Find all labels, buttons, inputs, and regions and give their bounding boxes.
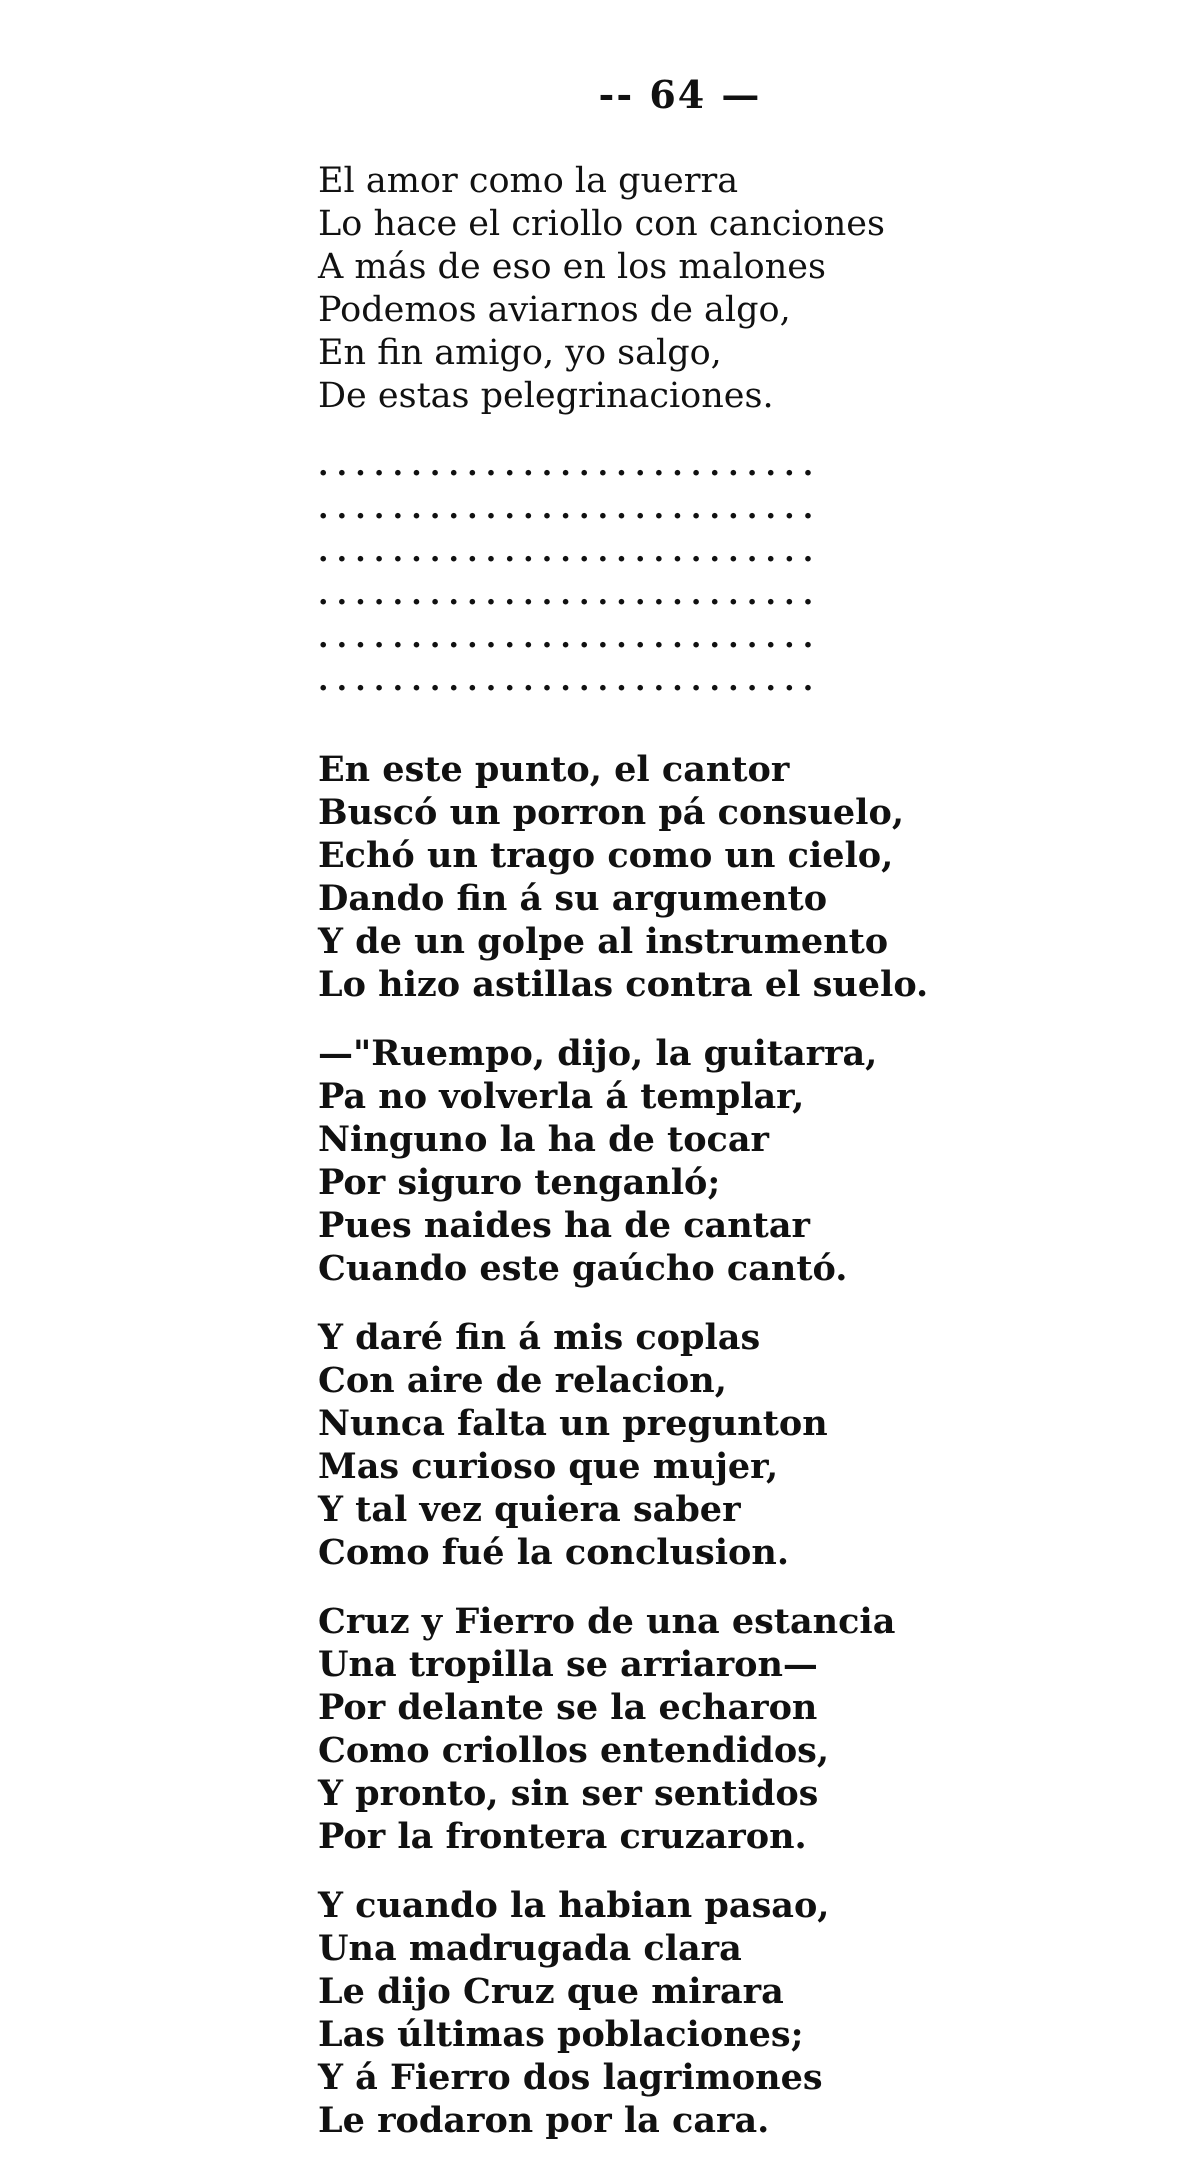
ellipsis-row: ........................... — [318, 534, 822, 569]
verse-line: Y cuando la habian pasao, — [318, 1885, 830, 1926]
verse-line: Una madrugada clara — [318, 1928, 742, 1969]
ellipsis-row: ........................... — [318, 577, 822, 612]
verse-line: Cruz y Fierro de una estancia — [318, 1601, 896, 1642]
verse-line: Le rodaron por la cara. — [318, 2100, 770, 2141]
verse-line: Con aire de relacion, — [318, 1360, 727, 1401]
verse-line: Echó un trago como un cielo, — [318, 835, 894, 876]
verse-line: Como fué la conclusion. — [318, 1532, 790, 1573]
verse-line: En este punto, el cantor — [318, 749, 790, 790]
verse-line: Por delante se la echaron — [318, 1687, 818, 1728]
ellipsis-row: ........................... — [318, 448, 822, 483]
verse-line: Como criollos entendidos, — [318, 1730, 830, 1771]
verse-line: Y á Fierro dos lagrimones — [318, 2057, 823, 2098]
ellipsis-row: ........................... — [318, 663, 822, 698]
stanza-2 — [318, 748, 1078, 1006]
verse-line: Y pronto, sin ser sentidos — [318, 1773, 819, 1814]
stanza-4 — [318, 1316, 1078, 1574]
verse-line: Por siguro tenganló; — [318, 1162, 721, 1203]
verse-line: Mas curioso que mujer, — [318, 1446, 779, 1487]
ellipsis-row: ........................... — [318, 620, 822, 655]
verse-line: Y tal vez quiera saber — [318, 1489, 741, 1530]
stanza-1 — [318, 160, 1078, 418]
verse-line: —"Ruempo, dijo, la guitarra, — [318, 1033, 878, 1074]
verse-line: Las últimas poblaciones; — [318, 2014, 804, 2055]
verse-line: Buscó un porron pá consuelo, — [318, 792, 905, 833]
verse-line: Por la frontera cruzaron. — [318, 1816, 807, 1857]
verse-line: Y de un golpe al instrumento — [318, 921, 889, 962]
poem-text — [318, 160, 1078, 2168]
stanza-3 — [318, 1032, 1078, 1290]
verse-line: Lo hizo astillas contra el suelo. — [318, 964, 929, 1005]
stanza-6 — [318, 1884, 1078, 2142]
verse-line: Pa no volverla á templar, — [318, 1076, 805, 1117]
verse-line: El amor como la guerra — [318, 161, 739, 201]
verse-line: Pues naides ha de cantar — [318, 1205, 810, 1246]
verse-line: Ninguno la ha de tocar — [318, 1119, 769, 1160]
ellipsis-row: ........................... — [318, 491, 822, 526]
verse-line: Podemos aviarnos de algo, — [318, 290, 791, 330]
stanza-5 — [318, 1600, 1078, 1858]
page-number: -- 64 — — [598, 72, 762, 117]
verse-line: A más de eso en los malones — [318, 247, 826, 287]
verse-line: Le dijo Cruz que mirara — [318, 1971, 784, 2012]
verse-line: Y daré fin á mis coplas — [318, 1317, 761, 1358]
verse-line: En fin amigo, yo salgo, — [318, 333, 722, 373]
verse-line: Cuando este gaúcho cantó. — [318, 1248, 848, 1289]
verse-line: Una tropilla se arriaron— — [318, 1644, 818, 1685]
verse-line: Lo hace el criollo con canciones — [318, 204, 885, 244]
ellipsis-block — [318, 444, 1078, 702]
verse-line: Dando fin á su argumento — [318, 878, 828, 919]
verse-line: Nunca falta un pregunton — [318, 1403, 828, 1444]
verse-line: De estas pelegrinaciones. — [318, 376, 774, 416]
